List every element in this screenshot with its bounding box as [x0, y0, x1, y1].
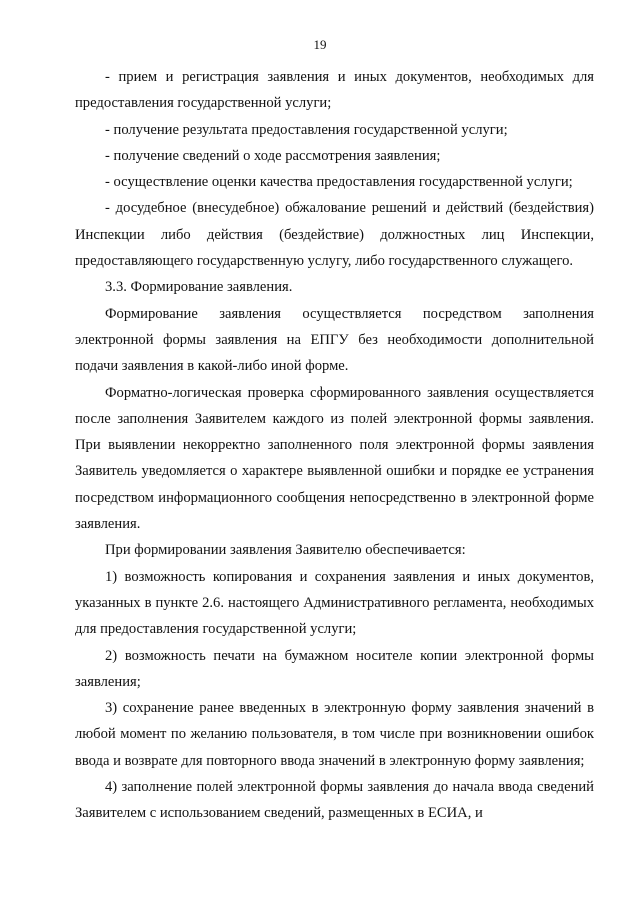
list-item-quality-assessment: - осуществление оценки качества предоставления государственной услуги;: [105, 174, 573, 191]
paragraph-provisions-intro: При формировании заявления Заявителю обеспечивается:: [105, 542, 466, 559]
list-item-status-info: - получение сведений о ходе рассмотрения заявления;: [105, 147, 441, 164]
document-body: [75, 64, 594, 827]
paragraph-form-creation: Формирование заявления осуществляется посредством заполнения электронной формы заявления на ЕПГУ без необходимости дополнительной подачи заявления в какой-либо иной форме.: [75, 305, 594, 375]
list-item-result: - получение результата предоставления государственной услуги;: [105, 121, 508, 138]
paragraph-format-check: Форматно-логическая проверка сформированного заявления осуществляется после заполнения Заявителем каждого из полей электронной формы заявления. При выявлении некорректно заполненного поля электронной формы заявления Заявитель уведомляется о характере выявленной ошибки и порядке ее устранения посредством информационного сообщения непосредственно в электронной форме заявления.: [75, 384, 594, 533]
list-item-appeal: - досудебное (внесудебное) обжалование решений и действий (бездействия) Инспекции либо действия (бездействие) должностных лиц Инспекции, предоставляющего государственную услугу, либо государственного служащего.: [75, 200, 594, 270]
numbered-item-2: 2) возможность печати на бумажном носителе копии электронной формы заявления;: [75, 647, 594, 690]
numbered-item-4: 4) заполнение полей электронной формы заявления до начала ввода сведений Заявителем с использованием сведений, размещенных в ЕСИА, и: [75, 779, 594, 822]
numbered-item-3: 3) сохранение ранее введенных в электронную форму заявления значений в любой момент по желанию пользователя, в том числе при возникновении ошибок ввода и возврате для повторного ввода значений в электронную форму заявления;: [75, 700, 594, 769]
list-item-reception: - прием и регистрация заявления и иных документов, необходимых для предоставления государственной услуги;: [75, 69, 594, 112]
section-heading-3-3: 3.3. Формирование заявления.: [105, 279, 293, 296]
page-number: 19: [313, 37, 327, 52]
numbered-item-1: 1) возможность копирования и сохранения заявления и иных документов, указанных в пункте 2.6. настоящего Административного регламента, необходимых для предоставления государственной услуги;: [75, 568, 594, 638]
